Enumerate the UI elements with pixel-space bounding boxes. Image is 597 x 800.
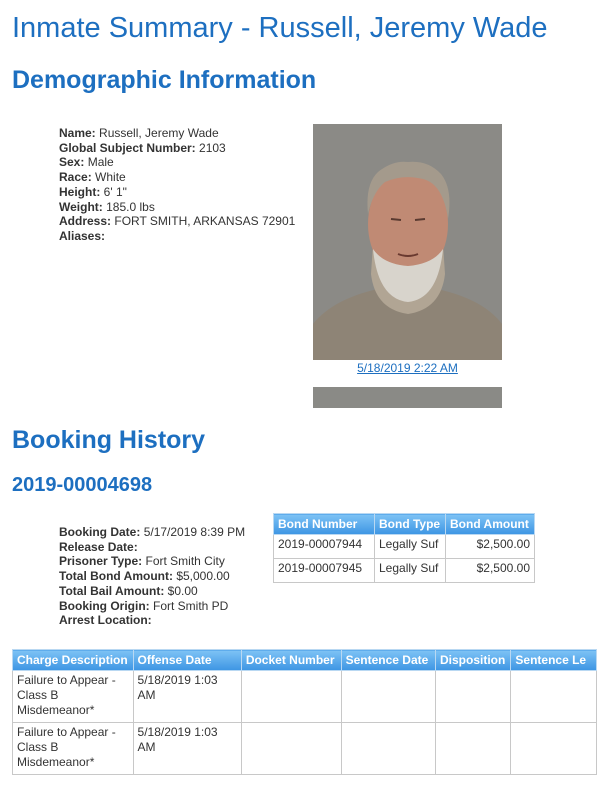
charge-description-cell: Failure to Appear - Class B Misdemeanor*: [13, 723, 134, 775]
bond-amount-header[interactable]: Bond Amount: [446, 514, 535, 535]
aliases-field: Aliases:: [59, 228, 106, 243]
bond-type-cell: Legally Suf: [375, 559, 446, 583]
booking-number: 2019-00004698: [12, 474, 153, 496]
demographic-info: [59, 126, 295, 244]
prisoner-type-field: Prisoner Type: Fort Smith City: [59, 554, 225, 569]
bond-table-header: [274, 514, 535, 535]
bond-number-cell: 2019-00007945: [274, 559, 375, 583]
booking-info: [59, 525, 245, 628]
demographic-heading: Demographic Information: [12, 66, 317, 94]
disposition-cell: [436, 671, 511, 723]
sentence-length-cell: [511, 671, 597, 723]
charge-table-container[interactable]: [12, 649, 597, 800]
disposition-cell: [436, 723, 511, 775]
table-row: [13, 723, 597, 775]
sentence-date-cell: [341, 671, 435, 723]
bond-type-header[interactable]: Bond Type: [375, 514, 446, 535]
total-bail-amount-field: Total Bail Amount: $0.00: [59, 583, 198, 598]
charge-description-header[interactable]: Charge Description: [13, 650, 134, 671]
table-row: [274, 535, 535, 559]
offense-date-cell: 5/18/2019 1:03 AM: [133, 723, 241, 775]
photo-strip: [313, 387, 502, 408]
table-row: [274, 559, 535, 583]
disposition-header[interactable]: Disposition: [436, 650, 511, 671]
booking-origin-field: Booking Origin: Fort Smith PD: [59, 598, 229, 613]
address-field: Address: FORT SMITH, ARKANSAS 72901: [59, 214, 296, 229]
arrest-location-field: Arrest Location:: [59, 613, 152, 628]
bond-number-header[interactable]: Bond Number: [274, 514, 375, 535]
sentence-length-header[interactable]: Sentence Le: [511, 650, 597, 671]
race-field: Race: White: [59, 170, 126, 185]
sex-field: Sex: Male: [59, 155, 114, 170]
table-row: [13, 671, 597, 723]
offense-date-cell: 5/18/2019 1:03 AM: [133, 671, 241, 723]
charge-description-cell: Failure to Appear - Class B Misdemeanor*: [13, 671, 134, 723]
page-title: Inmate Summary - Russell, Jeremy Wade: [12, 12, 548, 44]
offense-date-header[interactable]: Offense Date: [133, 650, 241, 671]
global-subject-number-field: Global Subject Number: 2103: [59, 140, 226, 155]
name-field: Name: Russell, Jeremy Wade: [59, 126, 219, 140]
booking-date-field: Booking Date: 5/17/2019 8:39 PM: [59, 525, 246, 539]
photo-date-link[interactable]: 5/18/2019 2:22 AM: [357, 361, 458, 375]
sentence-date-cell: [341, 723, 435, 775]
mugshot-image: [313, 124, 502, 360]
bond-amount-cell: $2,500.00: [446, 559, 535, 583]
mugshot-photo: [313, 124, 502, 360]
sentence-date-header[interactable]: Sentence Date: [341, 650, 435, 671]
booking-history-heading: Booking History: [12, 426, 206, 454]
total-bond-amount-field: Total Bond Amount: $5,000.00: [59, 569, 230, 584]
sentence-length-cell: [511, 723, 597, 775]
docket-number-cell: [241, 723, 341, 775]
bond-amount-cell: $2,500.00: [446, 535, 535, 559]
charge-table: [12, 649, 597, 775]
release-date-field: Release Date:: [59, 539, 138, 554]
bond-type-cell: Legally Suf: [375, 535, 446, 559]
height-field: Height: 6' 1": [59, 184, 127, 199]
docket-number-cell: [241, 671, 341, 723]
bond-table: [273, 513, 535, 583]
bond-number-cell: 2019-00007944: [274, 535, 375, 559]
docket-number-header[interactable]: Docket Number: [241, 650, 341, 671]
weight-field: Weight: 185.0 lbs: [59, 199, 155, 214]
charge-table-header: [13, 650, 597, 671]
